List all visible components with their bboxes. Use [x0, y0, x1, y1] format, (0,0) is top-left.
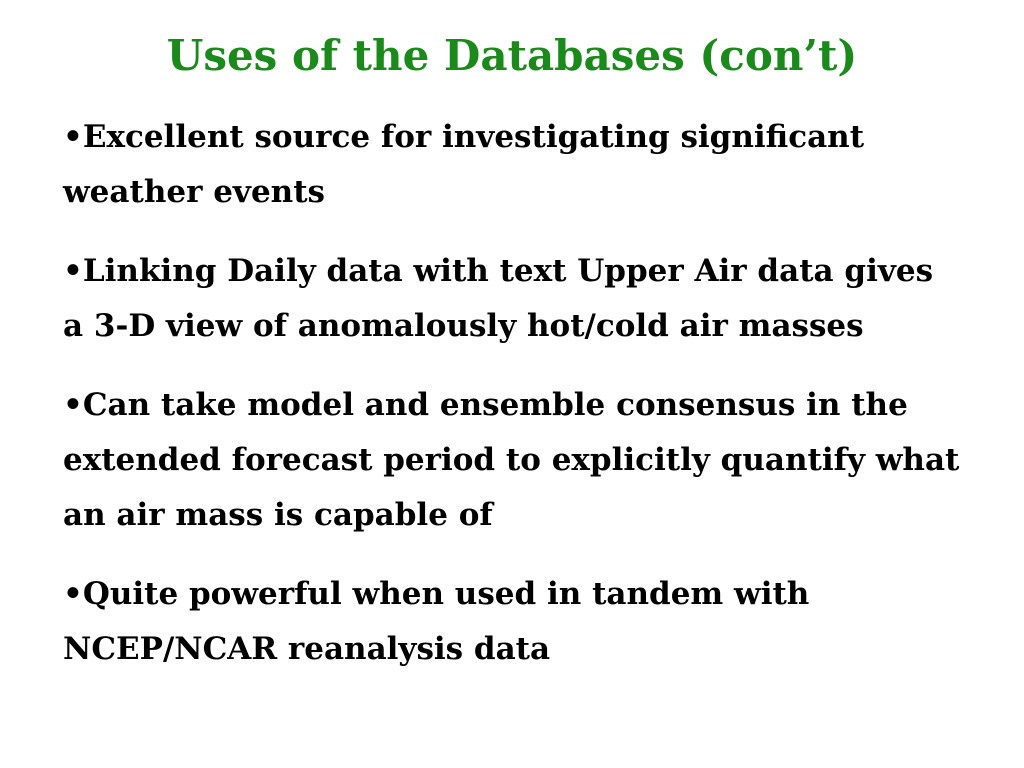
bullet-marker: •	[63, 119, 83, 155]
slide-title: Uses of the Databases (con’t)	[166, 31, 858, 80]
bullet-list	[63, 110, 963, 677]
bullet-text: Can take model and ensemble consensus in the extended forecast period to explicitly quantify what an air mass is capable of	[63, 387, 960, 533]
bullet-text: Excellent source for investigating significant weather events	[63, 119, 865, 210]
bullet-marker: •	[63, 253, 83, 289]
bullet-text: Linking Daily data with text Upper Air data gives a 3-D view of anomalously hot/cold air masses	[63, 253, 934, 344]
bullet-marker: •	[63, 576, 83, 612]
bullet-item	[63, 110, 963, 220]
bullet-item	[63, 378, 963, 543]
bullet-item	[63, 567, 963, 677]
bullet-text: Quite powerful when used in tandem with NCEP/NCAR reanalysis data	[63, 576, 810, 667]
bullet-item	[63, 244, 963, 354]
bullet-marker: •	[63, 387, 83, 423]
